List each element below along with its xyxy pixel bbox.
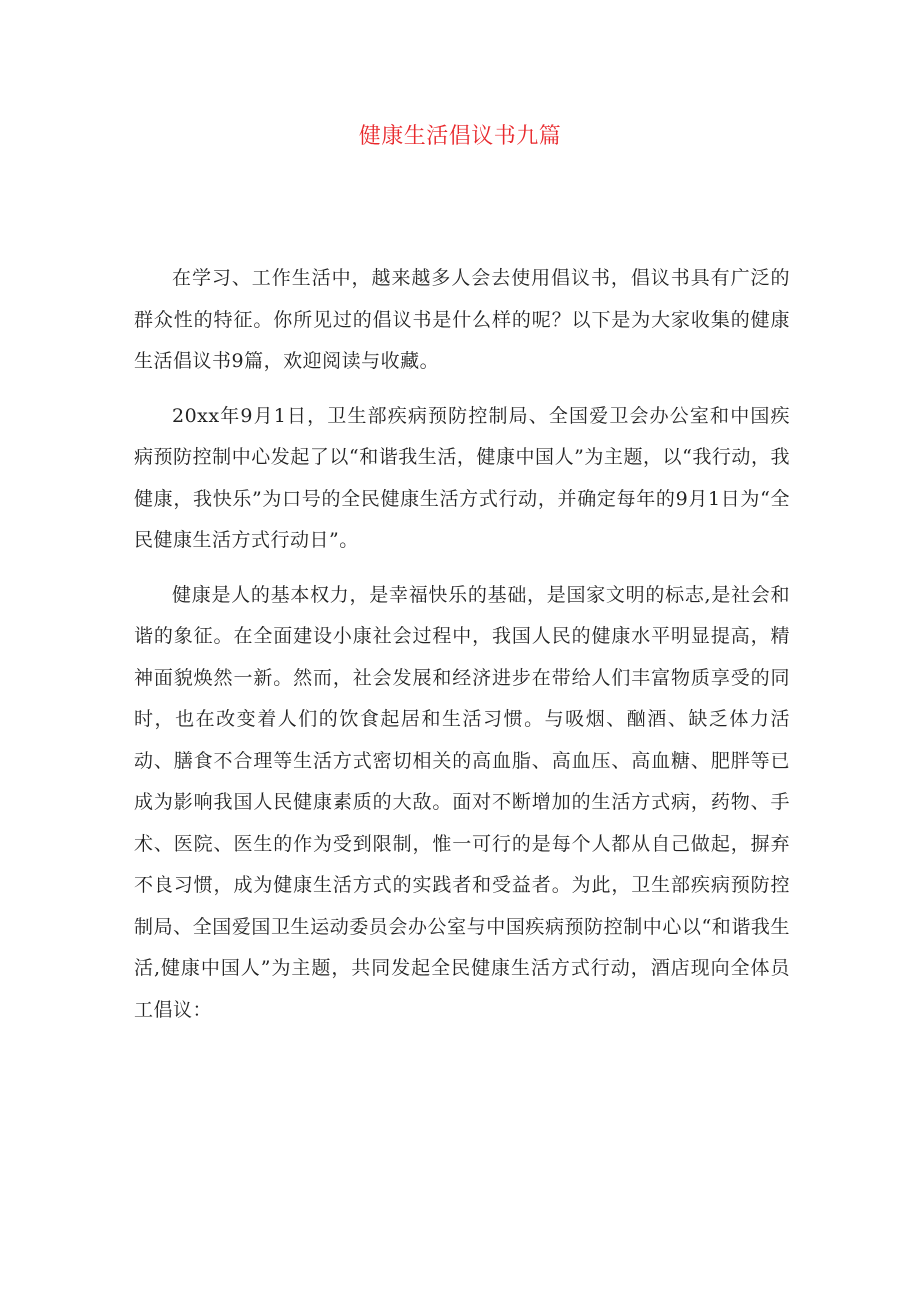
paragraph-intro: 在学习、工作生活中，越来越多人会去使用倡议书，倡议书具有广泛的群众性的特征。你所见过的倡议书是什么样的呢？以下是为大家收集的健康生活倡议书9篇，欢迎阅读与收藏。 xyxy=(134,267,790,372)
document-title: 健康生活倡议书九篇 xyxy=(358,124,562,149)
paragraph-health-importance: 健康是人的基本权力，是幸福快乐的基础，是国家文明的标志,是社会和谐的象征。在全面建设小康社会过程中，我国人民的健康水平明显提高，精神面貌焕然一新。然而，社会发展和经济进步在带给人们丰富物质享受的同时，也在改变着人们的饮食起居和生活习惯。与吸烟、酗酒、缺乏体力活动、膳食不合理等生活方式密切相关的高血脂、高血压、高血糖、肥胖等已成为影响我国人民健康素质的大敌。面对不断增加的生活方式病，药物、手术、医院、医生的作为受到限制，惟一可行的是每个人都从自己做起，摒弃不良习惯，成为健康生活方式的实践者和受益者。为此，卫生部疾病预防控制局、全国爱国卫生运动委员会办公室与中国疾病预防控制中心以“和谐我生活,健康中国人”为主题，共同发起全民健康生活方式行动，酒店现向全体员工倡议： xyxy=(134,583,790,1021)
document-body xyxy=(134,258,790,1044)
paragraph-campaign-launch: 20xx年9月1日，卫生部疾病预防控制局、全国爱卫会办公室和中国疾病预防控制中心发起了以“和谐我生活，健康中国人”为主题，以“我行动，我健康，我快乐”为口号的全民健康生活方式行动，并确定每年的9月1日为“全民健康生活方式行动日”。 xyxy=(134,404,790,551)
